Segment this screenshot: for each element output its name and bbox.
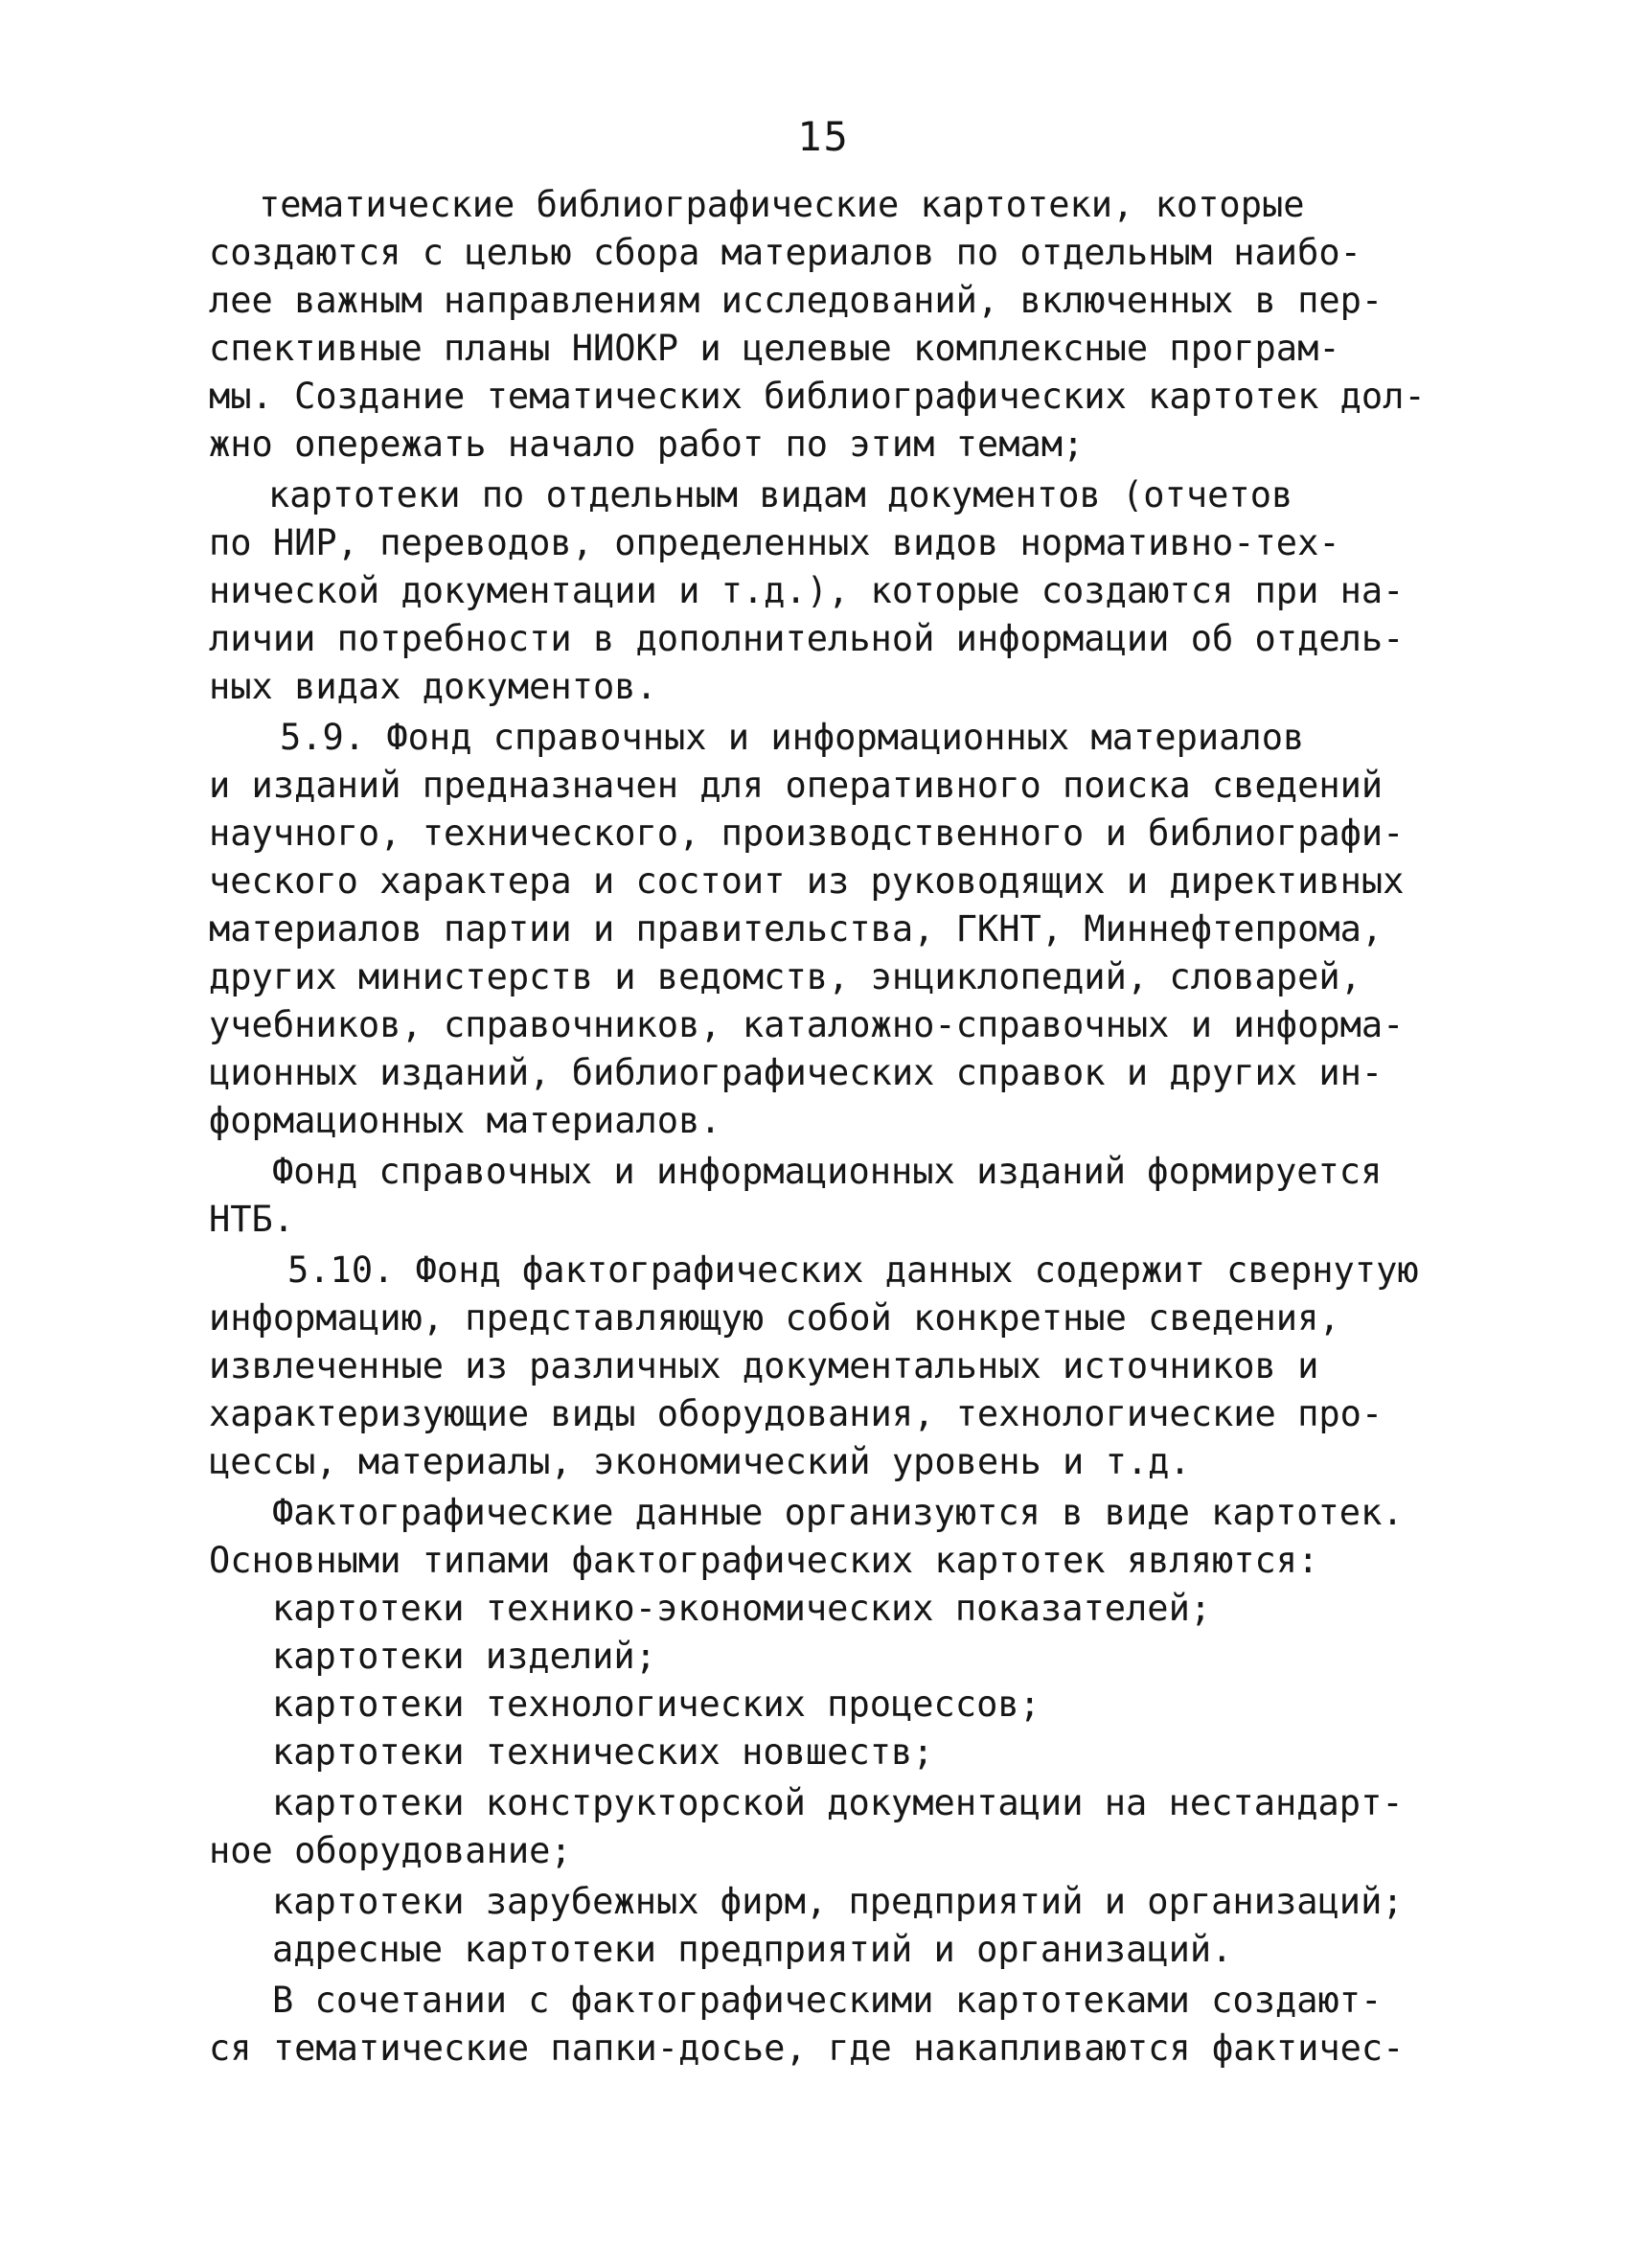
text-line: адресные картотеки предприятий и организаций. xyxy=(272,1929,1233,1970)
text-line: жно опережать начало работ по этим темам; xyxy=(209,424,1085,465)
text-line: ся тематические папки-досье, где накапливаются фактичес- xyxy=(209,2027,1405,2069)
text-line: картотеки изделий; xyxy=(272,1636,656,1677)
text-line: характеризующие виды оборудования, технологические про- xyxy=(209,1393,1384,1434)
text-line: В сочетании с фактографическими картотеками создают- xyxy=(272,1980,1383,2021)
text-line: ное оборудование; xyxy=(209,1830,572,1871)
text-line: ционных изданий, библиографических справок и других ин- xyxy=(209,1052,1384,1093)
text-line: картотеки по отдельным видам документов (отчетов xyxy=(268,474,1293,515)
text-line: ных видах документов. xyxy=(209,666,657,707)
text-line: картотеки технико-экономических показателей; xyxy=(272,1588,1212,1629)
text-line: 5.10. Фонд фактографических данных содержит свернутую xyxy=(287,1249,1419,1291)
text-line: нической документации и т.д.), которые создаются при на- xyxy=(209,570,1405,611)
text-line: спективные планы НИОКР и целевые комплексные програм- xyxy=(209,328,1340,369)
text-line: материалов партии и правительства, ГКНТ, Миннефтепрома, xyxy=(209,908,1384,950)
text-line: мы. Создание тематических библиографических картотек дол- xyxy=(209,376,1426,417)
text-line: 5.9. Фонд справочных и информационных материалов xyxy=(280,717,1305,758)
text-line: и изданий предназначен для оперативного поиска сведений xyxy=(209,765,1384,806)
text-line: лее важным направлениям исследований, включенных в пер- xyxy=(209,280,1384,321)
text-line: картотеки зарубежных фирм, предприятий и организаций; xyxy=(272,1881,1404,1922)
page-number: 15 xyxy=(797,113,850,160)
text-line: Фонд справочных и информационных изданий формируется xyxy=(272,1151,1383,1192)
text-line: информацию, представляющую собой конкретные сведения, xyxy=(209,1297,1340,1339)
text-line: цессы, материалы, экономический уровень и т.д. xyxy=(209,1441,1191,1482)
text-line: картотеки технологических процессов; xyxy=(272,1684,1041,1725)
text-line: извлеченные из различных документальных источников и xyxy=(209,1345,1319,1386)
text-line: Фактографические данные организуются в виде картотек. xyxy=(272,1492,1404,1533)
text-line: личии потребности в дополнительной информации об отдель- xyxy=(209,618,1405,659)
text-line: тематические библиографические картотеки, которые xyxy=(259,184,1305,225)
text-line: НТБ. xyxy=(209,1199,295,1240)
text-line: других министерств и ведомств, энциклопедий, словарей, xyxy=(209,956,1361,997)
text-line: учебников, справочников, каталожно-справочных и информа- xyxy=(209,1004,1405,1045)
text-line: научного, технического, производственного и библиографи- xyxy=(209,813,1405,854)
text-line: формационных материалов. xyxy=(209,1100,721,1141)
text-line: картотеки технических новшеств; xyxy=(272,1731,934,1773)
text-line: Основными типами фактографических картотек являются: xyxy=(209,1540,1319,1581)
text-line: по НИР, переводов, определенных видов нормативно-тех- xyxy=(209,522,1340,563)
text-line: создаются с целью сбора материалов по отдельным наибо- xyxy=(209,232,1361,273)
text-line: ческого характера и состоит из руководящих и директивных xyxy=(209,860,1405,902)
text-line: картотеки конструкторской документации на нестандарт- xyxy=(272,1782,1404,1823)
